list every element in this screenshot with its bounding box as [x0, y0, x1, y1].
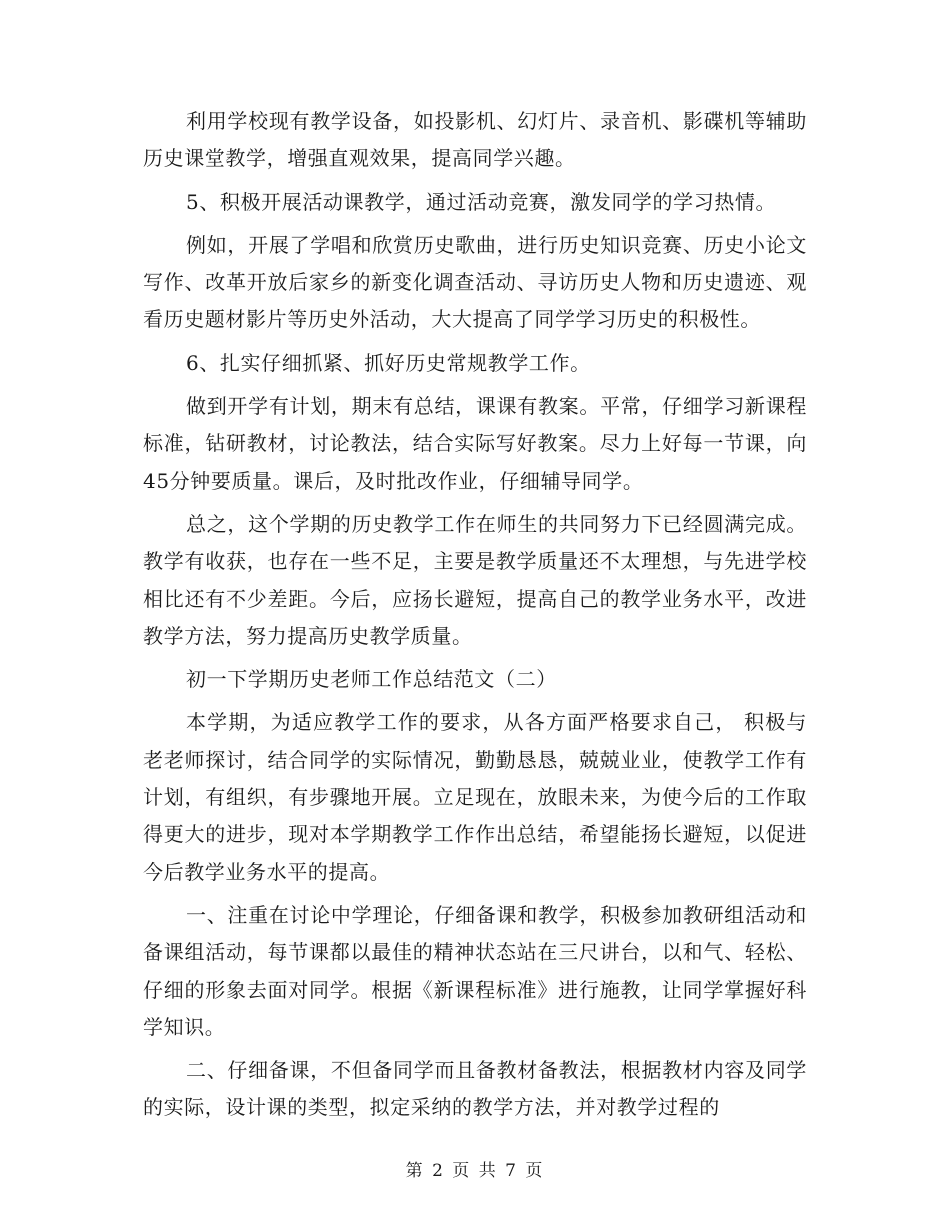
section-heading: 初一下学期历史老师工作总结范文（二） [186, 667, 557, 692]
paragraph-point-5: 5、积极开展活动课教学，通过活动竞赛，激发同学的学习热情。 [186, 189, 777, 214]
paragraph-planning: 做到开学有计划，期末有总结，课课有教案。平常，仔细学习新课程标准，钻研教材，讨论教法，结合实际写好教案。尽力上好每一节课，向45分钟要质量。课后，及时批改作业，仔细辅导同学。 [143, 394, 807, 493]
paragraph-activities-example: 例如，开展了学唱和欣赏历史歌曲，进行历史知识竞赛、历史小论文写作、改革开放后家乡的新变化调查活动、寻访历史人物和历史遗迹、观看历史题材影片等历史外活动，大大提高了同学学习历史的积极性。 [143, 232, 807, 332]
paragraph-teaching-equipment: 利用学校现有教学设备，如投影机、幻灯片、录音机、影碟机等辅助历史课堂教学，增强直观效果，提高同学兴趣。 [143, 109, 807, 171]
paragraph-intro: 本学期，为适应教学工作的要求，从各方面严格要求自己， 积极与老老师探讨，结合同学的实际情况，勤勤恳恳，兢兢业业，使教学工作有计划，有组织，有步骤地开展。立足现在，放眼未来，为使今后的工作取得更大的进步，现对本学期教学工作作出总结，希望能扬长避短，以促进今后教学业务水平的提高。 [143, 710, 807, 884]
paragraph-conclusion: 总之，这个学期的历史教学工作在师生的共同努力下已经圆满完成。教学有收获，也存在一些不足，主要是教学质量还不太理想，与先进学校相比还有不少差距。今后，应扬长避短，提高自己的教学业务水平，改进教学方法，努力提高历史教学质量。 [143, 511, 807, 648]
paragraph-section-two: 二、仔细备课，不但备同学而且备教材备教法，根据教材内容及同学的实际，设计课的类型，拟定采纳的教学方法，并对教学过程的 [143, 1058, 807, 1120]
document-body [143, 103, 807, 1127]
paragraph-point-6: 6、扎实仔细抓紧、抓好历史常规教学工作。 [186, 350, 591, 375]
paragraph-section-one: 一、注重在讨论中学理论，仔细备课和教学，积极参加教研组活动和备课组活动，每节课都以最佳的精神状态站在三尺讲台，以和气、轻松、仔细的形象去面对同学。根据《新课程标准》进行施教，让同学掌握好科学知识。 [143, 902, 807, 1039]
page-number-footer: 第 2 页 共 7 页 [405, 1161, 545, 1181]
